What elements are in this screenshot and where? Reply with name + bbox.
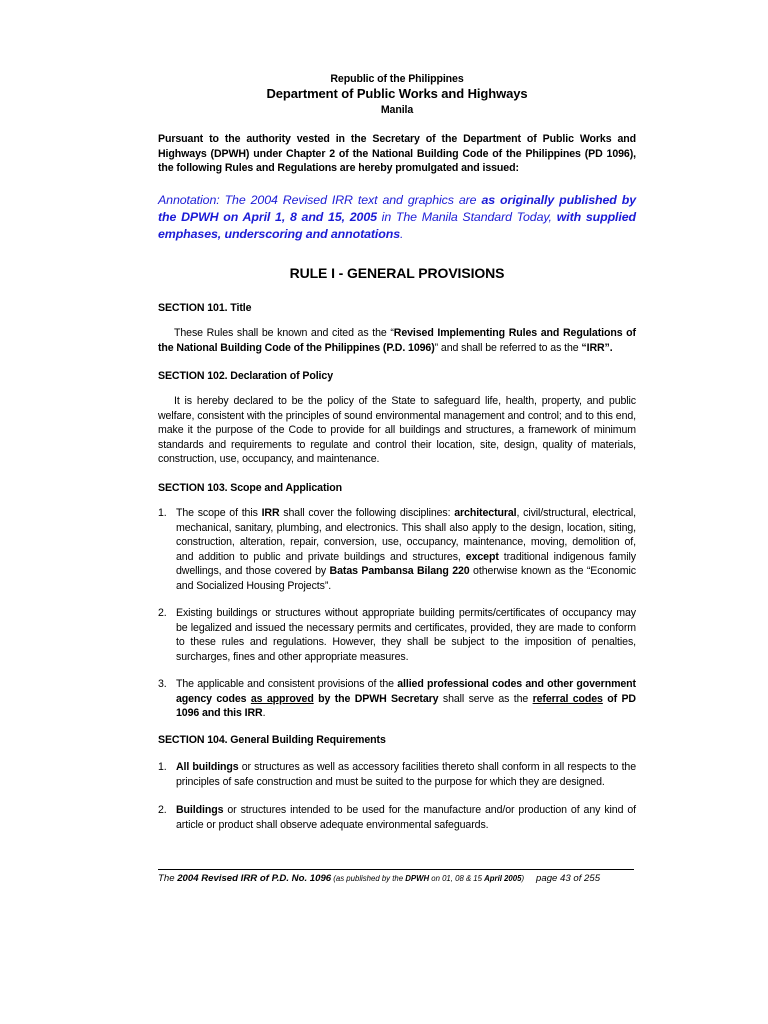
page-number: page 43 of 255 [536,873,601,884]
footer-note: on 01, 08 & 15 [429,874,485,883]
section-103-heading: SECTION 103. Scope and Application [158,482,342,494]
footer-note-bold: DPWH [405,874,430,883]
list-number: 3. [158,678,167,690]
annotation-paragraph [158,192,636,243]
sec101-text-1: These Rules shall be known and cited as the “ [174,327,394,339]
section-102-body: It is hereby declared to be the policy of the State to safeguard life, health, property, and public welfare, consistent with the principles of sound environmental management and control; and to this end, make it the purpose of the Code to provide for all buildings and structures, a framework of minimum standards and requirements to regulate and control their location, site, design, quality of materials, construction, use, occupancy, and maintenance. [158,395,636,466]
footer-note: ) [521,874,525,883]
list-item [158,606,636,664]
item-text: shall serve as the [438,692,533,705]
list-number: 1. [158,507,167,519]
item-underlined: referral codes [532,692,603,705]
list-item [158,803,636,832]
sec101-bold-2: “IRR”. [581,341,613,354]
item-bold: allied professional codes and other government agency codes [176,678,636,705]
annotation-text-1: Annotation: The 2004 Revised IRR text and graphics are [158,193,482,207]
page-footer [158,873,636,885]
item-underlined: as approved [250,692,314,705]
list-item-text [176,677,636,721]
list-item [158,677,636,721]
rule-title: RULE I - GENERAL PROVISIONS [289,265,505,281]
section-102-heading: SECTION 102. Declaration of Policy [158,370,333,382]
department-header: Department of Public Works and Highways [266,86,528,101]
list-number: 2. [158,804,167,816]
list-number: 1. [158,761,167,773]
item-text: . [262,707,266,720]
item-bold: by the DPWH Secretary [313,692,439,705]
item-text: The applicable and consistent provisions of the [176,678,398,690]
item-bold: architectural [454,507,517,519]
item-text: or structures intended to be used for the manufacture and/or production of any kind of article or product shall observe adequate environmental safeguards. [176,804,636,831]
list-item [158,760,636,789]
sec101-bold-1: Revised Implementing Rules and Regulations of the National Building Code of the Philippines (P.D. 1096) [158,327,636,354]
list-item-text: Existing buildings or structures without appropriate building permits/certificates of occupancy may be legalized and issued the necessary permits and certificates, provided, they are made to conform to these rules and regulations. However, they shall be subject to the imposition of penalties, surcharges, fines and other appropriate measures. [176,607,636,663]
section-104-heading: SECTION 104. General Building Requirements [158,734,386,746]
annotation-emph-1: as originally published by the DPWH on April 1, 8 and 15, 2005 [158,193,636,224]
list-number: 2. [158,607,167,619]
item-text: traditional indigenous family dwellings, and those covered by [176,550,636,578]
sec101-text-2: ” and shall be referred to as the [434,341,582,354]
list-item-text [176,760,636,789]
list-item-text [176,506,636,594]
annotation-text-2: in The Manila Standard Today, [376,210,557,224]
preamble: Pursuant to the authority vested in the Secretary of the Department of Public Works and Highways (DPWH) under Chapter 2 of the National Building Code of the Philippines (PD 1096), the following Rules and Regulations are hereby promulgated and issued: [158,133,636,175]
item-bold: of PD 1096 and this IRR [176,692,636,720]
list-item [158,506,636,594]
item-text: or structures as well as accessory facilities thereto shall conform in all respects to the principles of safe construction and must be suited to the purpose for which they are designed. [176,761,636,788]
annotation-emph-2: with supplied emphases, underscoring and annotations [158,210,636,241]
footer-text: The [158,873,178,884]
item-text: , civil/structural, electrical, mechanical, sanitary, plumbing, and electronics. This shall also apply to the design, location, siting, construction, alteration, repair, conversion, use, occupancy, maintenance, moving, demolition of, and addition to public and private buildings and structures, [176,507,636,563]
republic-header: Republic of the Philippines [330,73,464,85]
item-bold: IRR [261,507,280,519]
item-text: The scope of this [176,507,262,519]
item-text: otherwise known as the “Economic and Socialized Housing Projects”. [176,565,636,592]
item-bold: Buildings [176,804,224,816]
footer-note-bold: April 2005 [484,874,522,883]
city-header: Manila [380,104,414,116]
footer-title: 2004 Revised IRR of P.D. No. 1096 [177,873,332,884]
list-item-text [176,803,636,832]
section-101-body [158,326,636,355]
item-text: shall cover the following disciplines: [279,507,455,519]
section-101-heading: SECTION 101. Title [158,302,252,314]
item-bold: except [465,550,499,563]
item-bold: All buildings [176,761,239,773]
item-bold: Batas Pambansa Bilang 220 [329,565,470,578]
footer-note: (as published by the [331,874,406,883]
annotation-text-3: . [400,227,404,241]
footer-divider [158,869,634,870]
